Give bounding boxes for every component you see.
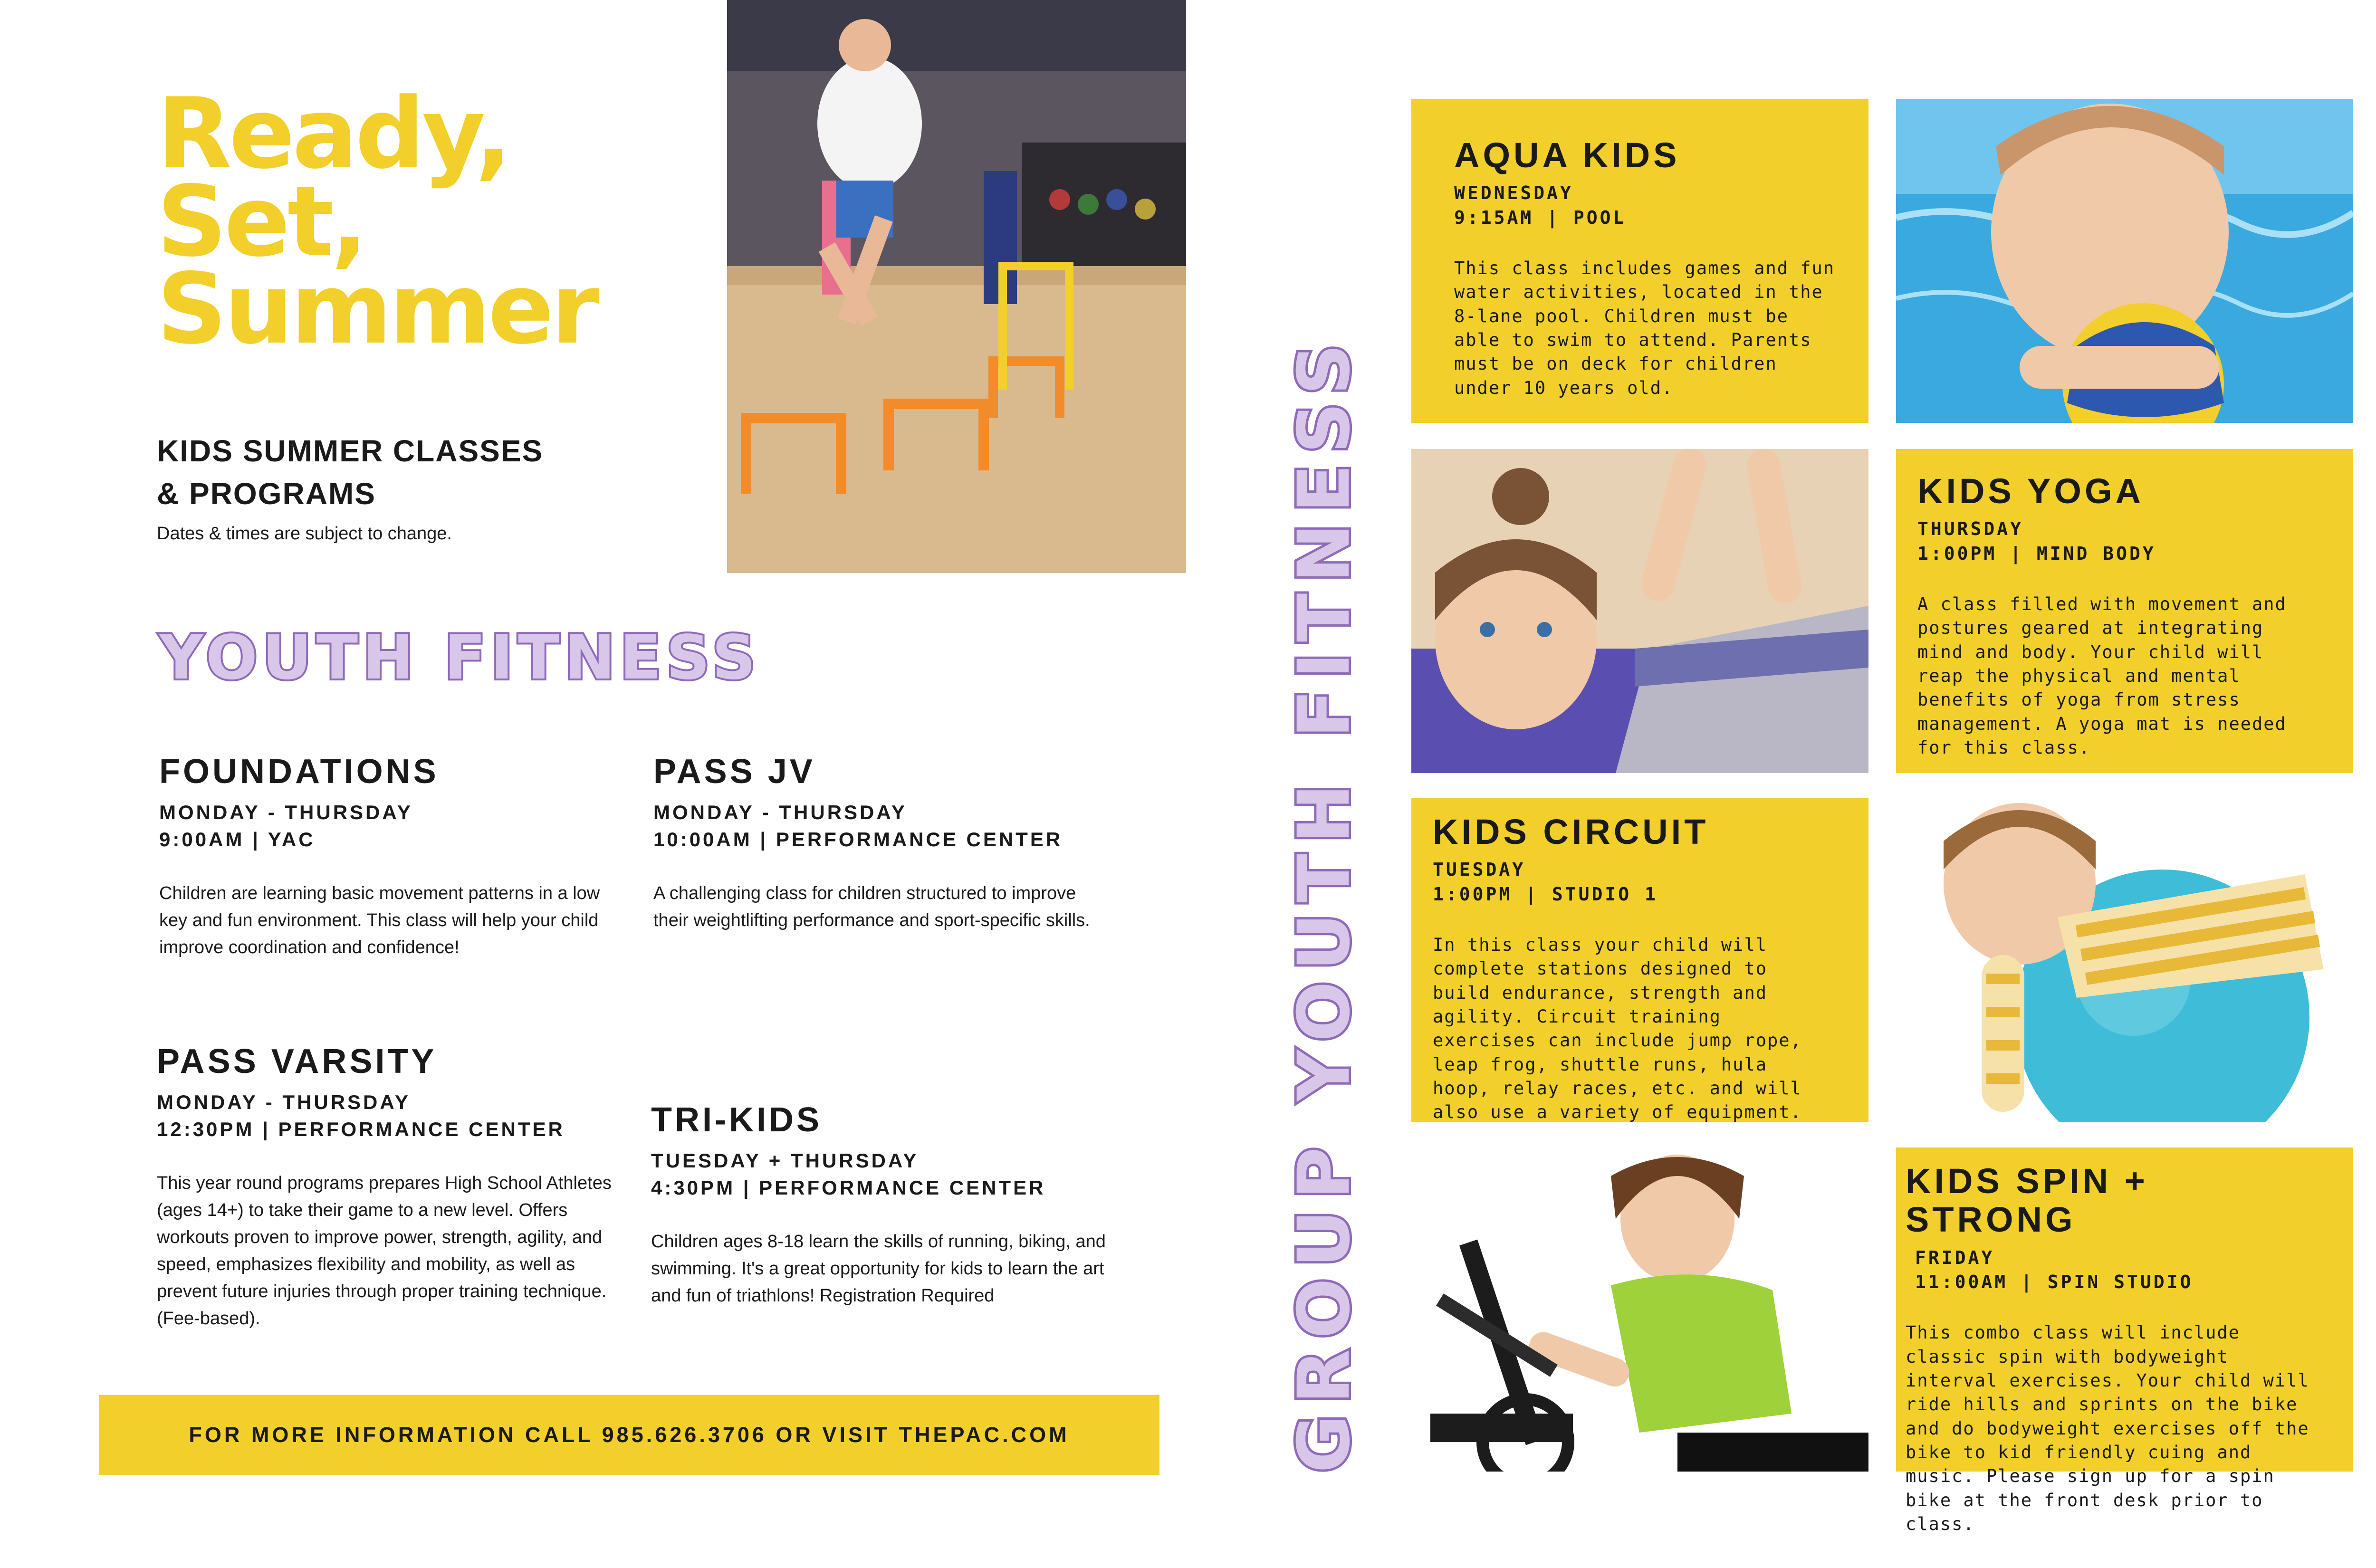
card-time: 9:15AM | POOL [1454,207,1627,228]
class-name: PASS VARSITY [157,1042,437,1080]
card-description: A class filled with movement and postures geared at integrating mind and body. Your child will reap the physical and mental benefits of yoga from stress management. A yoga mat is needed for this class. [1917,593,2287,758]
card-description: In this class your child will complete stations designed to build endurance, strength and agility. Circuit training exercises can include jump rope, leap frog, shuttle runs, hula hoop, relay races, etc. and will also use a variety of equipment. [1433,934,1802,1123]
class-time: 10:00AM | PERFORMANCE CENTER [653,828,1063,851]
gym-hurdles-photo [727,0,1186,573]
card-day: TUESDAY [1433,859,1526,880]
card-time: 1:00PM | STUDIO 1 [1433,883,1658,905]
vertical-section-title: GROUP YOUTH FITNESS [1283,333,1366,1473]
card-title: KIDS CIRCUIT [1433,812,1709,851]
card-day: FRIDAY [1915,1247,1995,1268]
class-name: PASS JV [653,753,815,791]
card-title: KIDS YOGA [1917,471,2144,511]
class-time: 12:30PM | PERFORMANCE CENTER [157,1118,565,1140]
ball-boy-photo [1896,798,2353,1122]
class-days: MONDAY - THURSDAY [159,801,413,824]
class-name: FOUNDATIONS [159,753,439,791]
card-title: KIDS SPIN + STRONG [1906,1161,2148,1240]
card-day: THURSDAY [1917,518,2024,540]
class-description: This year round programs prepares High School Athletes (ages 14+) to take their game to a new level. Offers workouts proven to improve power, strength, agility, and speed, emphasizes flexibility and mobility, as well as prevent future injuries through proper training technique. (Fee-based). [157,1173,612,1329]
card-day: WEDNESDAY [1454,182,1573,204]
section-title: YOUTH FITNESS [159,622,761,693]
card-description: This class includes games and fun water activities, located in the 8-lane pool. Children must be able to swim to attend. Parents must be on deck for children under 10 years old. [1454,258,1835,398]
class-time: 9:00AM | YAC [159,828,316,851]
card-title: AQUA KIDS [1454,135,1680,175]
hero-line-3: Summer [157,253,596,366]
hero-title [157,77,703,366]
pool-boy-photo [1896,99,2353,423]
card-kids-circuit [1411,798,1868,1122]
hero-line-1: Ready, [157,77,509,191]
card-description: This combo class will include classic spin with bodyweight interval exercises. Your child will ride hills and sprints on the bike and do bodyweight exercises off the bike to kid friendly cuing and music. Please sign up for a spin bike at the front desk prior to class. [1906,1322,2309,1534]
class-pass-varsity [157,1043,613,1332]
card-kids-spin-strong [1896,1147,2353,1534]
hero-line-2: Set, [157,165,365,278]
class-time: 4:30PM | PERFORMANCE CENTER [651,1176,1046,1199]
class-foundations [159,753,615,961]
card-kids-yoga [1896,449,2353,773]
spin-bike-photo [1411,1147,1868,1472]
class-name: TRI-KIDS [651,1101,822,1139]
info-bar: FOR MORE INFORMATION CALL 985.626.3706 OR VISIT THEPAC.COM [99,1395,1159,1475]
subtitle [157,430,543,515]
card-aqua-kids [1411,99,1868,423]
class-description: Children ages 8-18 learn the skills of running, biking, and swimming. It's a great opportunity for kids to learn the art and fun of triathlons! Registration Required [651,1231,1106,1306]
class-days: TUESDAY + THURSDAY [651,1149,919,1172]
disclaimer: Dates & times are subject to change. [157,524,452,544]
class-days: MONDAY - THURSDAY [157,1091,411,1114]
class-description: A challenging class for children structured to improve their weightlifting performance and sport-specific skills. [653,883,1090,930]
class-days: MONDAY - THURSDAY [653,801,907,824]
yoga-girl-photo [1411,449,1868,773]
subtitle-line-1: KIDS SUMMER CLASSES [157,434,544,468]
card-time: 1:00PM | MIND BODY [1917,543,2156,564]
card-time: 11:00AM | SPIN STUDIO [1915,1272,2194,1293]
class-tri-kids [651,1101,1107,1310]
class-description: Children are learning basic movement patterns in a low key and fun environment. This class will help your child improve coordination and confidence! [159,883,600,957]
subtitle-line-2: & PROGRAMS [157,476,376,511]
class-pass-jv [653,753,1110,934]
